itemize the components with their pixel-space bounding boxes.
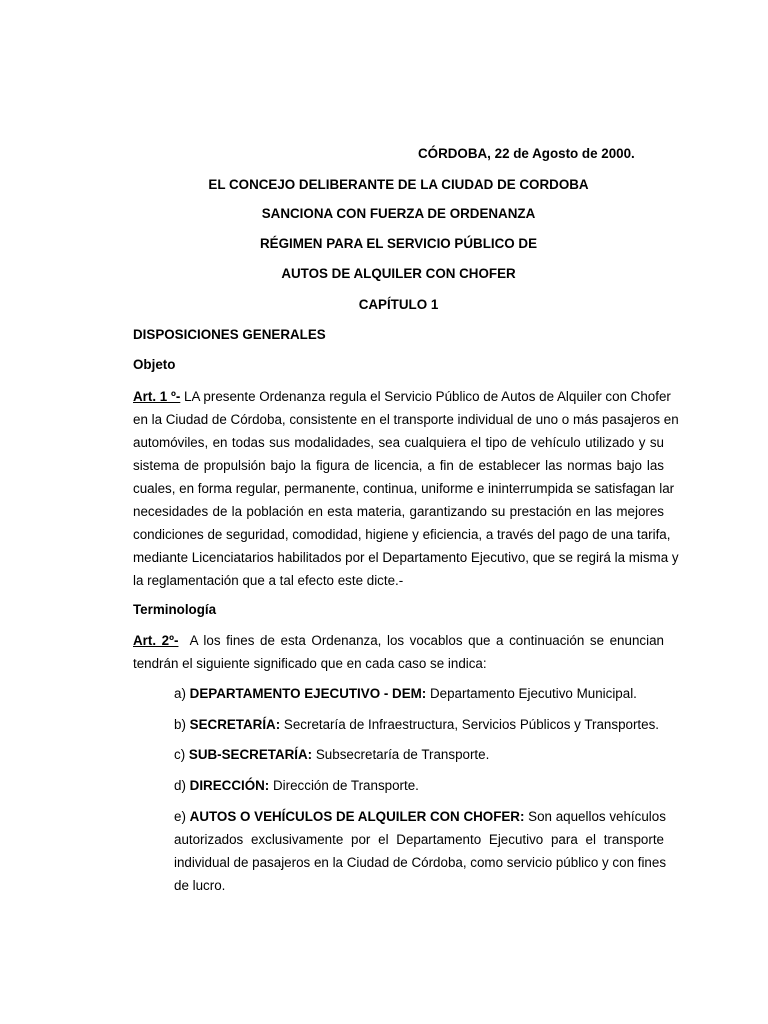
art1-line: sistema de propulsión bajo la figura de licencia, a fin de establecer las normas bajo las: [133, 458, 664, 473]
item-definition: Departamento Ejecutivo Municipal.: [429, 686, 637, 701]
art2-line: [133, 633, 664, 649]
definition-item-b: [174, 717, 659, 733]
definition-item-a: [174, 686, 637, 702]
art1-line: [133, 389, 671, 405]
art1-line: automóviles, en todas sus modalidades, sea cualquiera el tipo de vehículo utilizado y su: [133, 435, 664, 450]
item-definition: Son aquellos vehículos: [528, 809, 666, 824]
art2-line: tendrán el siguiente significado que en cada caso se indica:: [133, 656, 487, 671]
item-term: DIRECCIÓN:: [189, 778, 270, 793]
chapter-heading: CAPÍTULO 1: [358, 297, 439, 312]
section-object-heading: Objeto: [133, 357, 176, 372]
item-term: AUTOS O VEHÍCULOS DE ALQUILER CON CHOFER:: [189, 809, 525, 824]
item-definition: Secretaría de Infraestructura, Servicios Públicos y Transportes.: [283, 717, 660, 732]
item-letter: b): [174, 717, 186, 732]
art1-line: necesidades de la población en esta materia, garantizando su prestación en las mejores: [133, 504, 664, 519]
section-terminology-heading: Terminología: [133, 602, 217, 617]
definition-item-d: [174, 778, 419, 794]
art2-label: Art. 2º-: [133, 633, 179, 648]
item-letter: a): [174, 686, 186, 701]
regime-title-line2: AUTOS DE ALQUILER CON CHOFER: [281, 266, 516, 281]
art1-text: LA presente Ordenanza regula el Servicio Público de Autos de Alquiler con Chofer: [184, 389, 671, 404]
art2-text: A los fines de esta Ordenanza, los vocablos que a continuación se enuncian: [189, 633, 664, 648]
definition-item-c: [174, 747, 489, 763]
item-term: SUB-SECRETARÍA:: [188, 747, 313, 762]
regime-title-line1: RÉGIMEN PARA EL SERVICIO PÚBLICO DE: [259, 236, 538, 251]
item-term: DEPARTAMENTO EJECUTIVO - DEM:: [189, 686, 427, 701]
item-letter: c): [174, 747, 186, 762]
definition-item-e-cont: autorizados exclusivamente por el Departamento Ejecutivo para el transporte: [174, 832, 664, 847]
definition-item-e: [174, 809, 664, 825]
item-letter: d): [174, 778, 186, 793]
sanction-heading: SANCIONA CON FUERZA DE ORDENANZA: [261, 206, 536, 221]
document-date: CÓRDOBA, 22 de Agosto de 2000.: [418, 146, 635, 161]
art1-label: Art. 1 º-: [133, 389, 181, 404]
art1-line: la reglamentación que a tal efecto este dicte.-: [133, 573, 404, 588]
definition-item-e-cont: individual de pasajeros en la Ciudad de Córdoba, como servicio público y con fines: [174, 855, 667, 870]
item-term: SECRETARÍA:: [189, 717, 281, 732]
art1-line: cuales, en forma regular, permanente, continua, uniforme e ininterrumpida se satisfagan lar: [133, 481, 675, 496]
art1-line: en la Ciudad de Córdoba, consistente en el transporte individual de uno o más pasajeros en: [133, 412, 679, 427]
art1-line: condiciones de seguridad, comodidad, higiene y eficiencia, a través del pago de una tarifa,: [133, 527, 671, 542]
item-definition: Subsecretaría de Transporte.: [315, 747, 490, 762]
item-letter: e): [174, 809, 186, 824]
section-general-heading: DISPOSICIONES GENERALES: [133, 327, 326, 342]
art1-line: mediante Licenciatarios habilitados por el Departamento Ejecutivo, que se regirá la misma y: [133, 550, 679, 565]
council-heading: EL CONCEJO DELIBERANTE DE LA CIUDAD DE CORDOBA: [208, 177, 589, 192]
item-definition: Dirección de Transporte.: [273, 778, 419, 793]
definition-item-e-cont: de lucro.: [174, 878, 226, 893]
